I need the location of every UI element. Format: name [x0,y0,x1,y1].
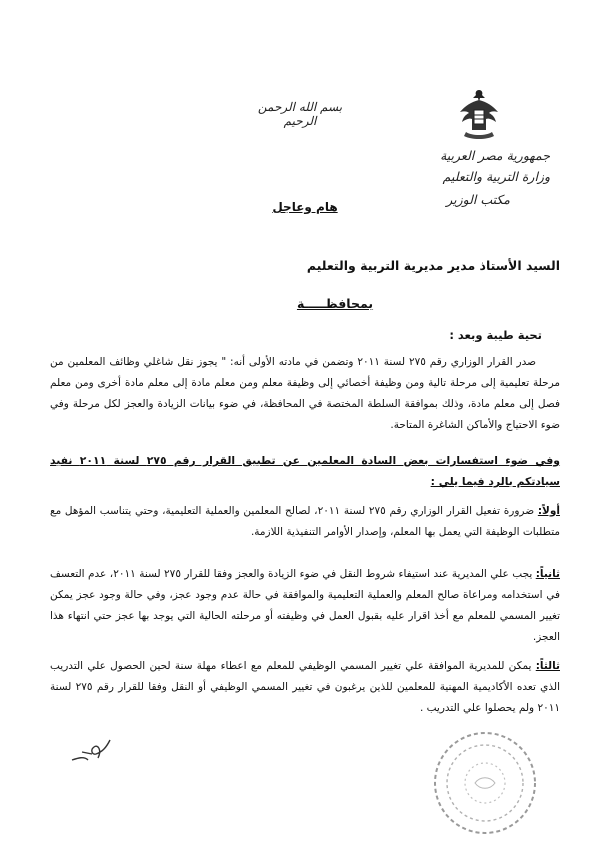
point-first-text: ضرورة تفعيل القرار الوزاري رقم ٢٧٥ لسنة ٢٠١١، لصالح المعلمين والعملية التعليمية، وحتي يتناسب المؤهل مع متطلبات الوظيفة التي يعمل بها المعلم، وإصدار الأوامر التنفيذية اللازمة. [50,505,560,538]
ministry-line-ministry: وزارة التربية والتعليم [442,169,550,184]
point-first [50,501,560,543]
urgent-label: هام وعاجل [272,200,338,214]
point-third-label: ثالثاً: [535,660,560,672]
point-second-label: ثانياً: [535,568,560,580]
ministry-line-office: مكتب الوزير [446,192,510,207]
point-third-text: يمكن للمديرية الموافقة علي تغيير المسمي الوظيفي للمعلم مع اعطاء مهلة سنة لحين الحصول علي التدريب الذي تعده الأكاديمية المهنية للمعلمين للذين يرغبون في تغيير المسمي الوظيفي أو النقل وفقا للقرار رقم ٢٧٥ لسنة ٢٠١١ ولم يحصلوا علي التدريب . [50,660,561,714]
addressee-line: السيد الأستاذ مدير مديرية التربية والتعليم [306,258,560,273]
point-first-label: أولاً: [537,505,560,517]
intro-paragraph: صدر القرار الوزاري رقم ٢٧٥ لسنة ٢٠١١ وتضمن في مادته الأولى أنه: " يجوز نقل شاغلي وظائف المعلمين من مرحلة تعليمية إلى مرحلة تالية ومن وظيفة أخصائي إلى وظيفة معلم ومن معلم مادة إلى معلم مادة أخرى ومن معلم فصل إلى معلم مادة، وذلك بموافقة السلطة المختصة في المحافظة، في ضوء بيانات الزيادة والعجز لكل مرحلة وفي ضوء الاحتياج والأماكن الشاغرة المتاحة. [50,356,560,431]
inquiry-paragraph: وفي ضوء استفسارات بعض السادة المعلمين عن تطبيق القرار رقم ٢٧٥ لسنة ٢٠١١ نفيد سيادتكم بالرد فيما يلي : [50,454,561,488]
ministry-line-country: جمهورية مصر العربية [440,148,550,163]
greeting: تحية طيبة وبعد : [449,328,542,342]
governorate-label: بمحافظـــــة [296,296,374,311]
ministry-header [400,145,550,210]
official-stamp-icon [430,728,540,838]
egypt-eagle-emblem-icon [456,86,502,144]
point-third [50,656,560,719]
signature-mark-icon [62,730,122,770]
point-second-text: يجب علي المديرية عند استيفاء شروط النقل في ضوء الزيادة والعجز وفقا للقرار ٢٧٥ لسنة ٢٠١١، عدم التعسف في استخدامه ومراعاة صالح المعلم والعملية التعليمية والموافقة في حالة عدم وجود عجز، وفي حالة وجود عجز يمكن تغيير المسمي للمعلم مع أخذ اقرار عليه بقبول العمل في وظيفته أو مرحلته الحالية التي يوجد بها عجز حتي انتهاء هذا العجز. [50,568,560,643]
basmala: بسم الله الرحمن الرحيم [257,100,343,128]
point-second [50,564,560,648]
